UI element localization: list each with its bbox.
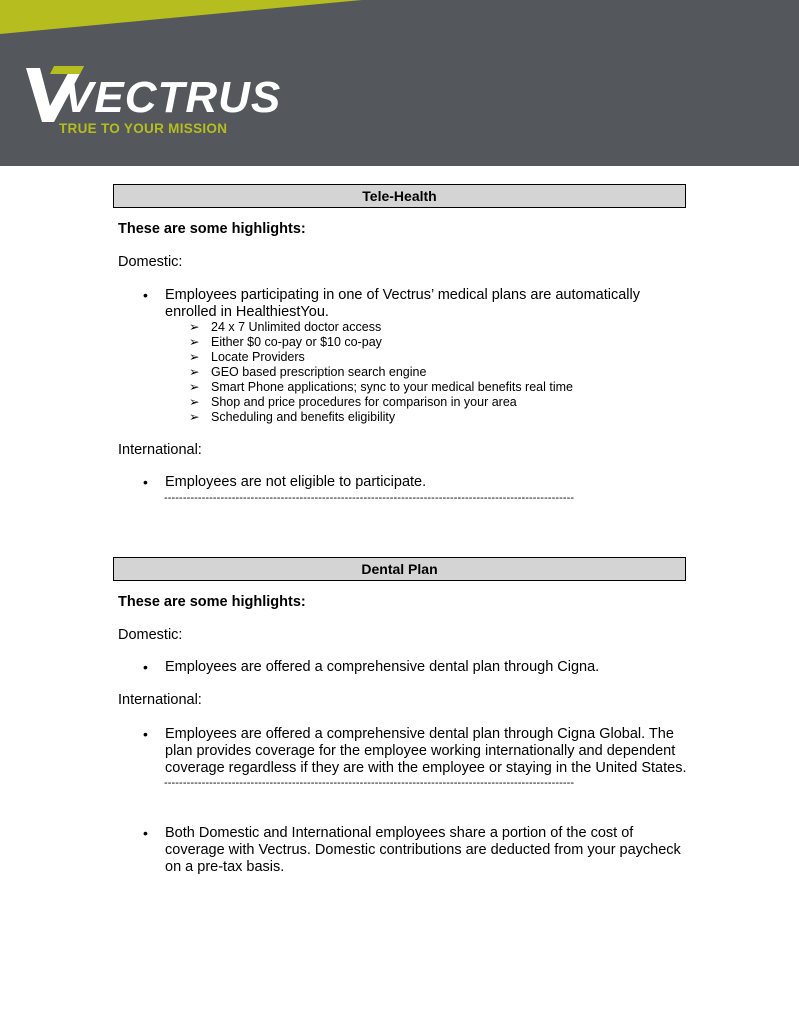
- list-item: ➢ GEO based prescription search engine: [189, 365, 427, 379]
- arrow-bullet-icon: ➢: [189, 335, 200, 349]
- list-item: ➢ 24 x 7 Unlimited doctor access: [189, 320, 382, 334]
- arrow-bullet-icon: ➢: [189, 365, 200, 379]
- arrow-bullet-icon: ➢: [189, 380, 200, 394]
- accent-stripe: [0, 0, 799, 40]
- list-item: ➢ Scheduling and benefits eligibility: [189, 410, 396, 424]
- telehealth-section-header: Tele-Health: [113, 184, 686, 208]
- list-item: ➢ Either $0 co-pay or $10 co-pay: [189, 335, 382, 349]
- dental-international-line3: coverage regardless if they are with the employee or staying in the United States.: [165, 760, 687, 776]
- bullet-icon: •: [143, 726, 148, 742]
- dental-shared-line1: Both Domestic and International employees share a portion of the cost of: [165, 825, 634, 841]
- header-banner: [0, 0, 799, 166]
- telehealth-international-bullet: Employees are not eligible to participate.: [165, 474, 427, 490]
- dental-international-line2: plan provides coverage for the employee working internationally and dependent: [165, 743, 676, 759]
- list-item: ➢ Smart Phone applications; sync to your medical benefits real time: [189, 380, 573, 394]
- dental-domestic-label: Domestic:: [118, 627, 183, 643]
- list-item: ➢ Shop and price procedures for comparison in your area: [189, 395, 517, 409]
- telehealth-international-label: International:: [118, 442, 202, 458]
- list-item: ➢ Locate Providers: [189, 350, 305, 364]
- dental-highlights-heading: These are some highlights:: [118, 594, 306, 610]
- arrow-bullet-icon: ➢: [189, 395, 200, 409]
- telehealth-domestic-bullet-line2: enrolled in HealthiestYou.: [165, 304, 329, 320]
- bullet-icon: •: [143, 659, 148, 675]
- bullet-icon: •: [143, 287, 148, 303]
- dashed-separator: -------------------------------------------------------------------------------------------------------------: [164, 777, 575, 789]
- dashed-separator: -------------------------------------------------------------------------------------------------------------: [164, 492, 575, 504]
- arrow-bullet-icon: ➢: [189, 410, 200, 424]
- brand-wordmark: VECTRUS: [64, 73, 282, 122]
- arrow-bullet-icon: ➢: [189, 320, 200, 334]
- dental-section-header: Dental Plan: [113, 557, 686, 581]
- arrow-bullet-icon: ➢: [189, 350, 200, 364]
- dental-domestic-bullet: Employees are offered a comprehensive dental plan through Cigna.: [165, 659, 600, 675]
- telehealth-domestic-label: Domestic:: [118, 254, 183, 270]
- dental-international-line1: Employees are offered a comprehensive dental plan through Cigna Global. The: [165, 726, 674, 742]
- telehealth-highlights-heading: These are some highlights:: [118, 221, 306, 237]
- dental-shared-line3: on a pre-tax basis.: [165, 859, 285, 875]
- bullet-icon: •: [143, 825, 148, 841]
- dental-international-label: International:: [118, 692, 202, 708]
- brand-tagline: TRUE TO YOUR MISSION: [59, 121, 228, 136]
- telehealth-domestic-bullet-line1: Employees participating in one of Vectrus’ medical plans are automatically: [165, 287, 640, 303]
- dental-shared-line2: coverage with Vectrus. Domestic contributions are deducted from your paycheck: [165, 842, 681, 858]
- bullet-icon: •: [143, 474, 148, 490]
